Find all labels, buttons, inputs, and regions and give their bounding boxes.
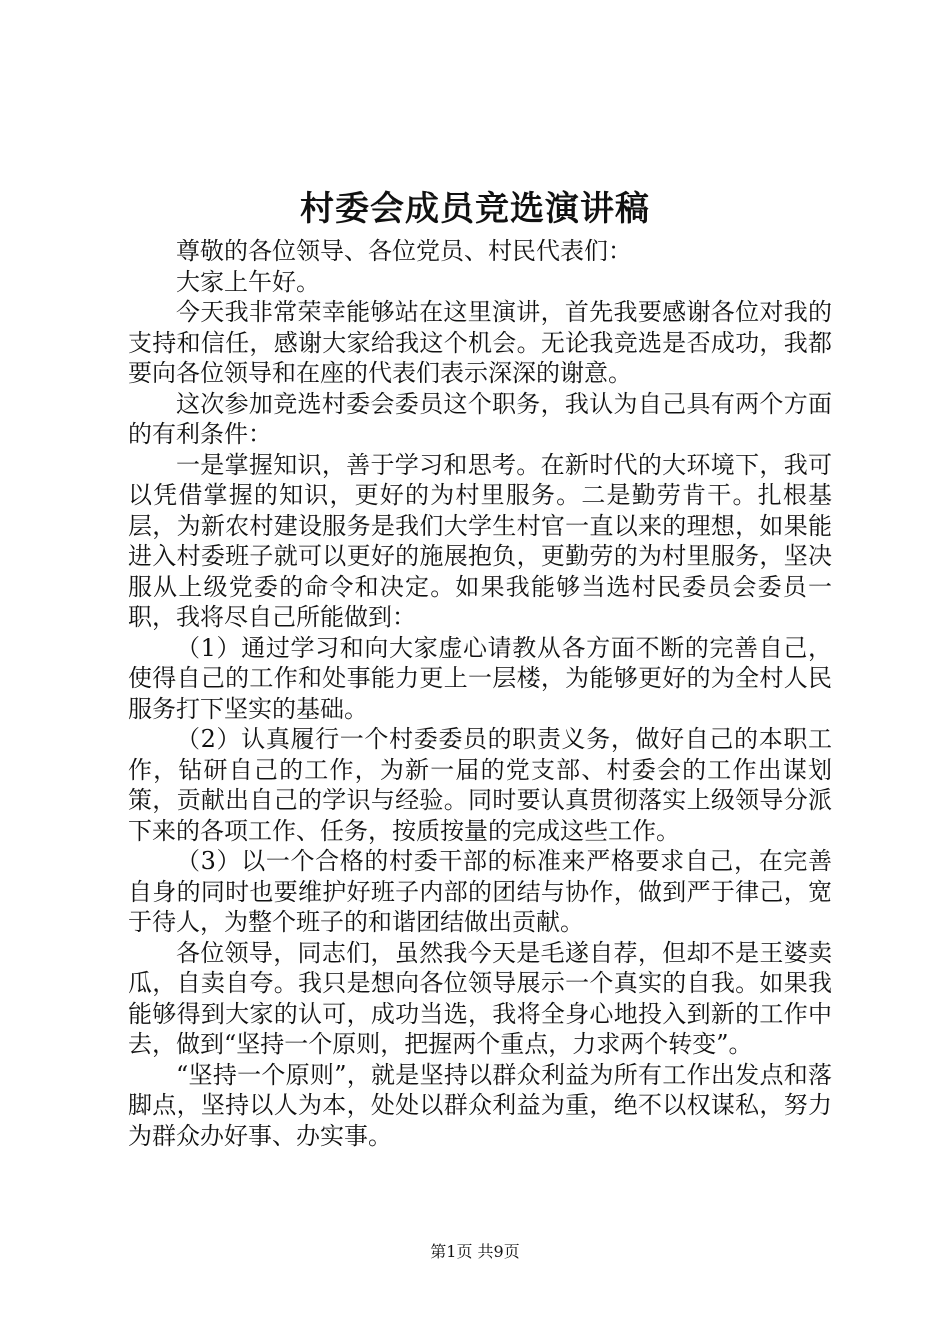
paragraph-point-1: （1）通过学习和向大家虚心请教从各方面不断的完善自己，使得自己的工作和处事能力更上一层楼，为能够更好的为全村人民服务打下坚实的基础。 [128, 633, 832, 723]
paragraph-conditions-intro: 这次参加竞选村委会委员这个职务，我认为自己具有两个方面的有利条件： [128, 389, 832, 448]
paragraph-greeting: 大家上午好。 [176, 267, 320, 296]
document-title: 村委会成员竞选演讲稿 [300, 189, 650, 229]
paragraph-salutation: 尊敬的各位领导、各位党员、村民代表们： [176, 237, 632, 265]
paragraph-commitment: 各位领导，同志们，虽然我今天是毛遂自荐，但却不是王婆卖瓜，自卖自夸。我只是想向各位领导展示一个真实的自我。如果我能够得到大家的认可，成功当选，我将全身心地投入到新的工作中去，做到“坚持一个原则，把握两个重点，力求两个转变”。 [128, 938, 832, 1058]
page-footer: 第1页 共9页 [430, 1242, 520, 1261]
paragraph-thanks: 今天我非常荣幸能够站在这里演讲，首先我要感谢各位对我的支持和信任，感谢大家给我这个机会。无论我竞选是否成功，我都要向各位领导和在座的代表们表示深深的谢意。 [128, 298, 832, 387]
document-body [128, 236, 832, 1151]
paragraph-point-3: （3）以一个合格的村委干部的标准来严格要求自己，在完善自身的同时也要维护好班子内部的团结与协作，做到严于律己，宽于待人，为整个班子的和谐团结做出贡献。 [128, 847, 832, 936]
paragraph-conditions: 一是掌握知识，善于学习和思考。在新时代的大环境下，我可以凭借掌握的知识，更好的为村里服务。二是勤劳肯干。扎根基层，为新农村建设服务是我们大学生村官一直以来的理想，如果能进入村委班子就可以更好的施展抱负，更勤劳的为村里服务，坚决服从上级党委的命令和决定。如果我能够当选村民委员会委员一职，我将尽自己所能做到： [128, 450, 832, 631]
paragraph-point-2: （2）认真履行一个村委委员的职责义务，做好自己的本职工作，钻研自己的工作，为新一届的党支部、村委会的工作出谋划策，贡献出自己的学识与经验。同时要认真贯彻落实上级领导分派下来的各项工作、任务，按质按量的完成这些工作。 [128, 725, 832, 845]
paragraph-principle: “坚持一个原则”，就是坚持以群众利益为所有工作出发点和落脚点，坚持以人为本，处处以群众利益为重，绝不以权谋私，努力为群众办好事、办实事。 [128, 1060, 832, 1150]
